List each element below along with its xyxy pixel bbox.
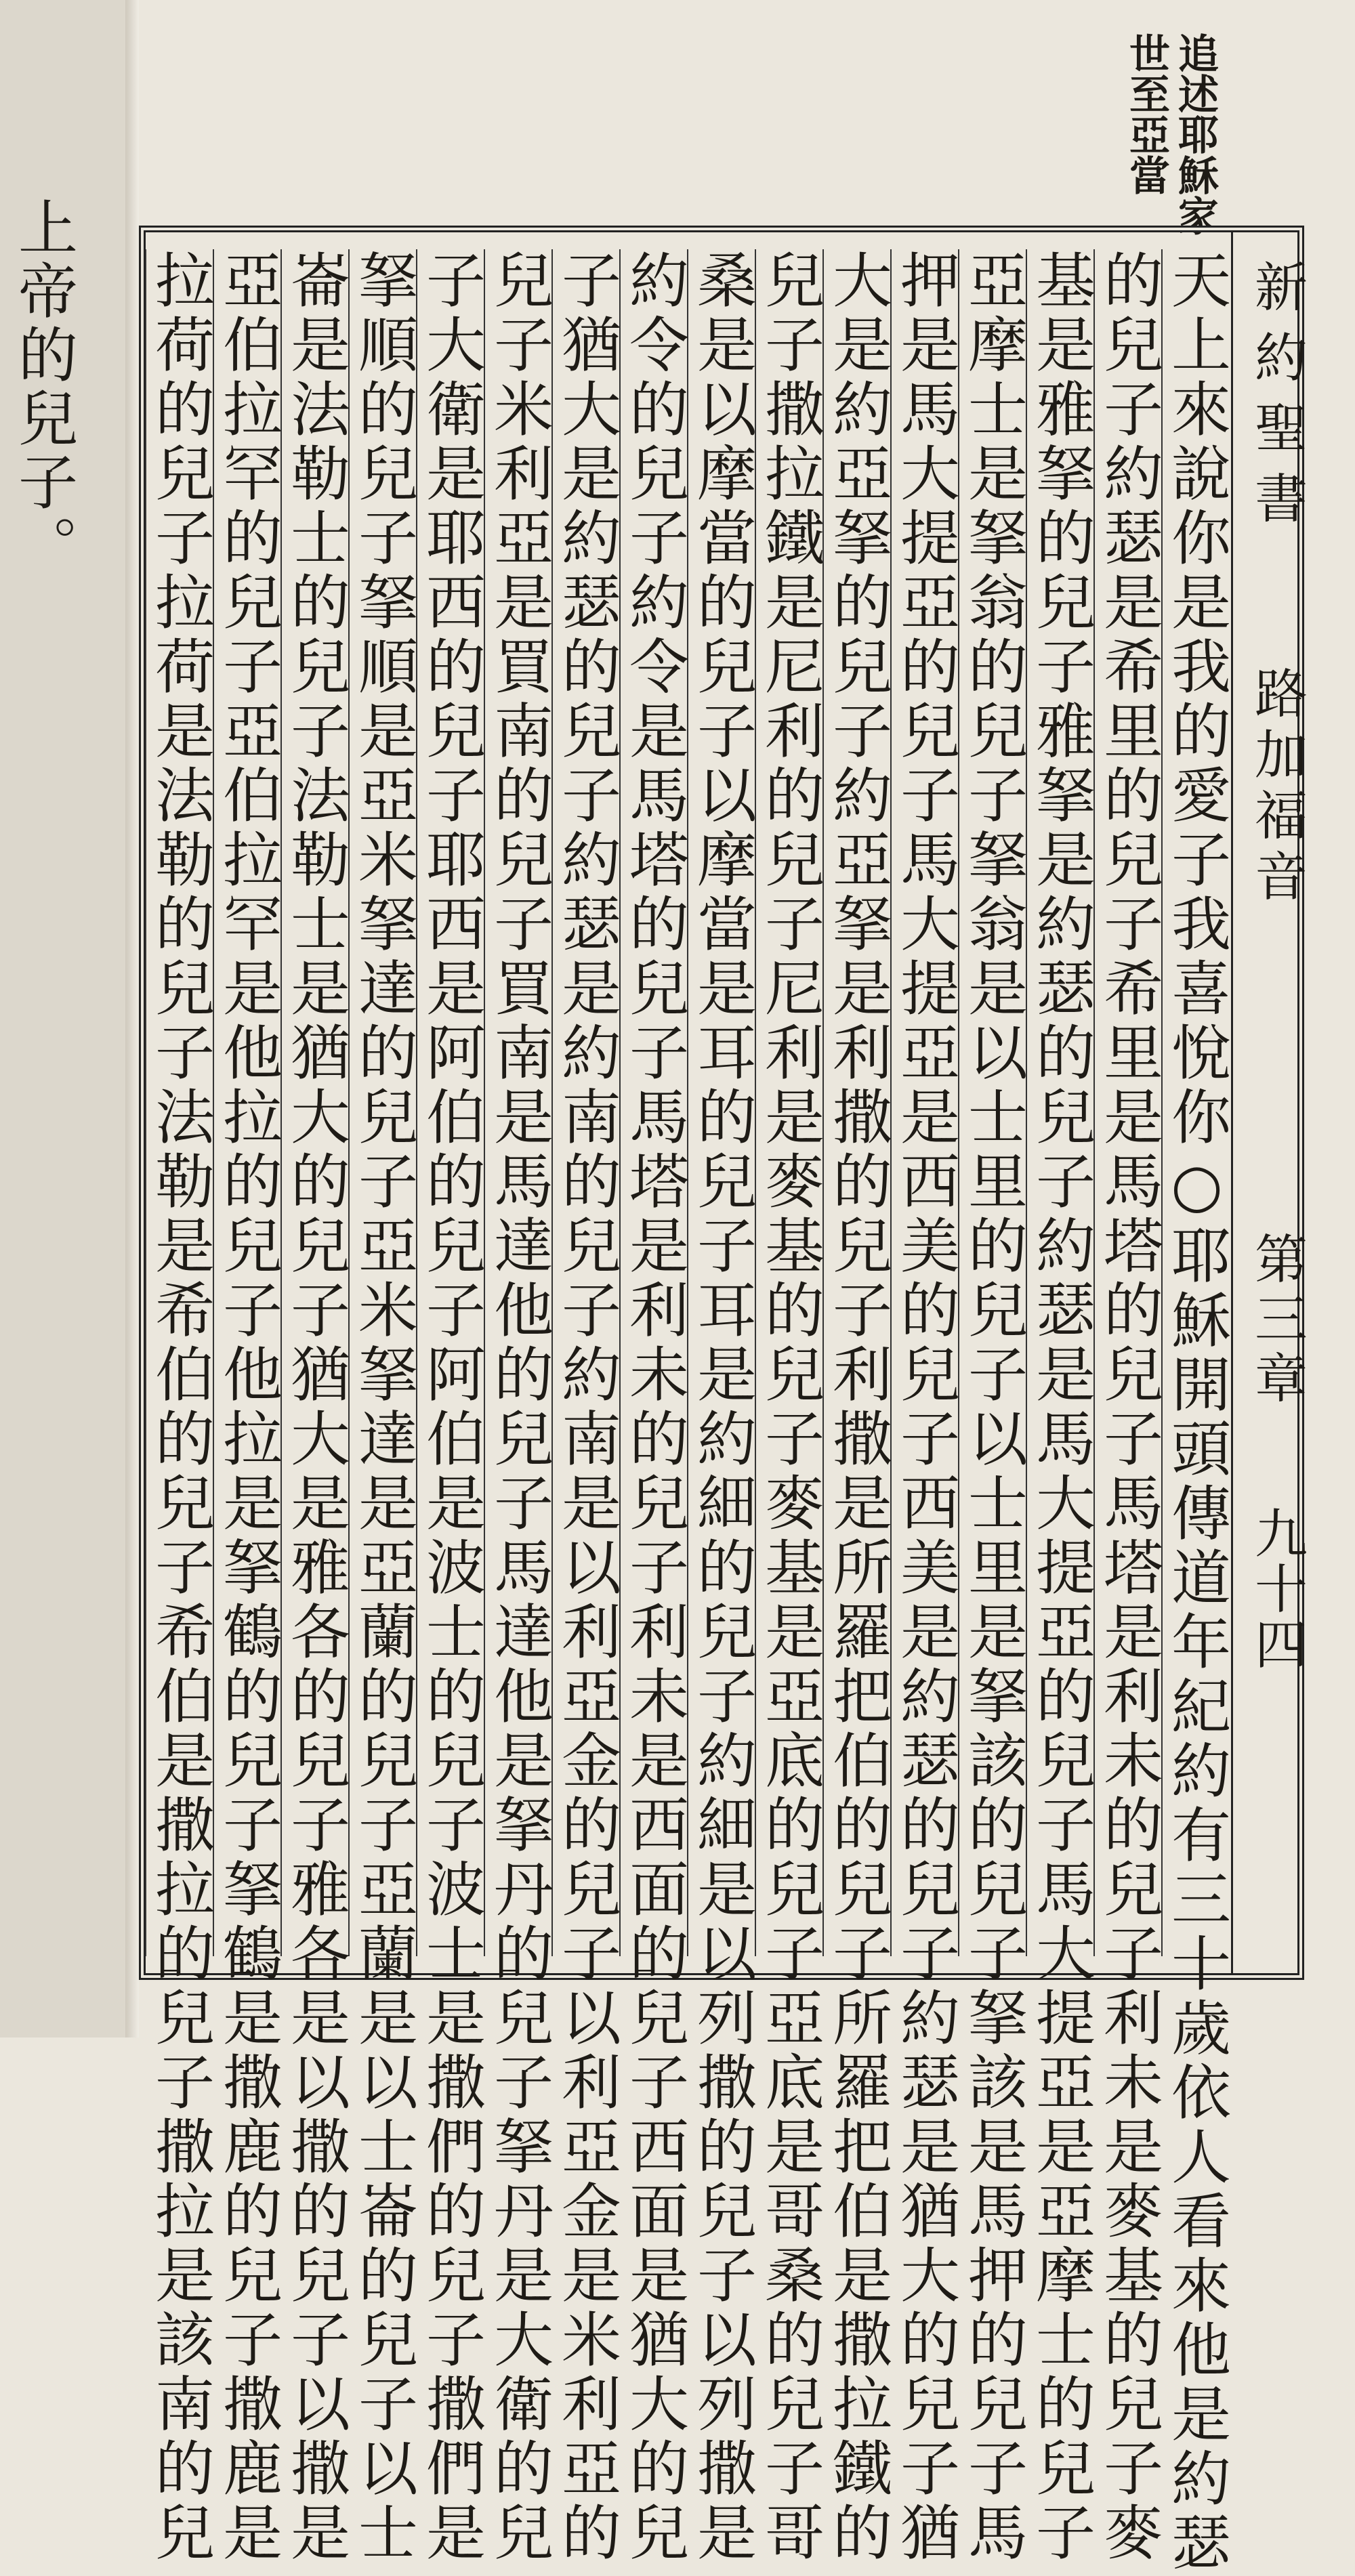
page-header-column xyxy=(1231,232,1307,1973)
page-gutter xyxy=(125,0,139,2037)
chapter-label: 第三章 xyxy=(1246,1231,1307,1410)
text-column: 兒子撒拉鐵是尼利的兒子尼利是麥基的兒子麥基是亞底的兒子亞底是哥桑的兒子哥 xyxy=(755,249,825,2566)
text-column: 約令的兒子約令是馬塔的兒子馬塔是利未的兒子利未是西面的兒子西面是猶大的兒 xyxy=(620,249,690,2566)
text-column: 拏順的兒子拏順是亞米拏達的兒子亞米拏達是亞蘭的兒子亞蘭是以士崙的兒子以士 xyxy=(349,249,419,2566)
text-column: 天上來說你是我的愛子我喜悅你○耶穌開頭傳道年紀約有三十歲依人看來他是約瑟 xyxy=(1162,249,1232,2576)
text-column: 大是約亞拏的兒子約亞拏是利撒的兒子利撒是所羅把伯的兒子所羅把伯是撒拉鐵的 xyxy=(823,249,893,2566)
book-title: 新約聖書 xyxy=(1246,259,1307,541)
text-frame xyxy=(144,230,1307,2576)
text-column: 桑是以摩當的兒子以摩當是耳的兒子耳是約細的兒子約細是以列撒的兒子以列撒是 xyxy=(688,249,757,2566)
text-column: 子猶大是約瑟的兒子約瑟是約南的兒子約南是以利亞金的兒子以利亞金是米利亞的 xyxy=(552,249,622,2566)
text-column: 兒子米利亞是買南的兒子買南是馬達他的兒子馬達他是拏丹的兒子拏丹是大衛的兒 xyxy=(484,249,554,2566)
text-column: 拉荷的兒子拉荷是法勒的兒子法勒是希伯的兒子希伯是撒拉的兒子撒拉是該南的兒 xyxy=(146,249,215,2566)
running-header-line-1: 追述耶穌家 xyxy=(1171,33,1219,236)
text-column: 子大衛是耶西的兒子耶西是阿伯的兒子阿伯是波士的兒子波士是撒們的兒子撒們是 xyxy=(417,249,486,2566)
text-column: 亞伯拉罕的兒子亞伯拉罕是他拉的兒子他拉是拏鶴的兒子拏鶴是撒鹿的兒子撒鹿是 xyxy=(213,249,283,2566)
text-column: 亞摩士是拏翁的兒子拏翁是以士里的兒子以士里是拏該的兒子拏該是馬押的兒子馬 xyxy=(959,249,1028,2566)
gospel-name: 路加福音 xyxy=(1246,666,1307,910)
text-column: 的兒子約瑟是希里的兒子希里是馬塔的兒子馬塔是利未的兒子利未是麥基的兒子麥 xyxy=(1094,249,1164,2566)
text-columns xyxy=(146,232,1233,2576)
text-column: 押是馬大提亞的兒子馬大提亞是西美的兒子西美是約瑟的兒子約瑟是猶大的兒子猶 xyxy=(891,249,961,2566)
facing-page-column: 上帝的兒子。 xyxy=(9,196,79,578)
text-column: 崙是法勒士的兒子法勒士是猶大的兒子猶大是雅各的兒子雅各是以撒的兒子以撒是 xyxy=(281,249,351,2566)
facing-page xyxy=(0,0,139,2037)
page-number: 九十四 xyxy=(1246,1506,1307,1672)
running-header-line-2: 世至亞當 xyxy=(1123,33,1170,195)
text-column: 基是雅拏的兒子雅拏是約瑟的兒子約瑟是馬大提亞的兒子馬大提亞是亞摩士的兒子 xyxy=(1026,249,1096,2566)
